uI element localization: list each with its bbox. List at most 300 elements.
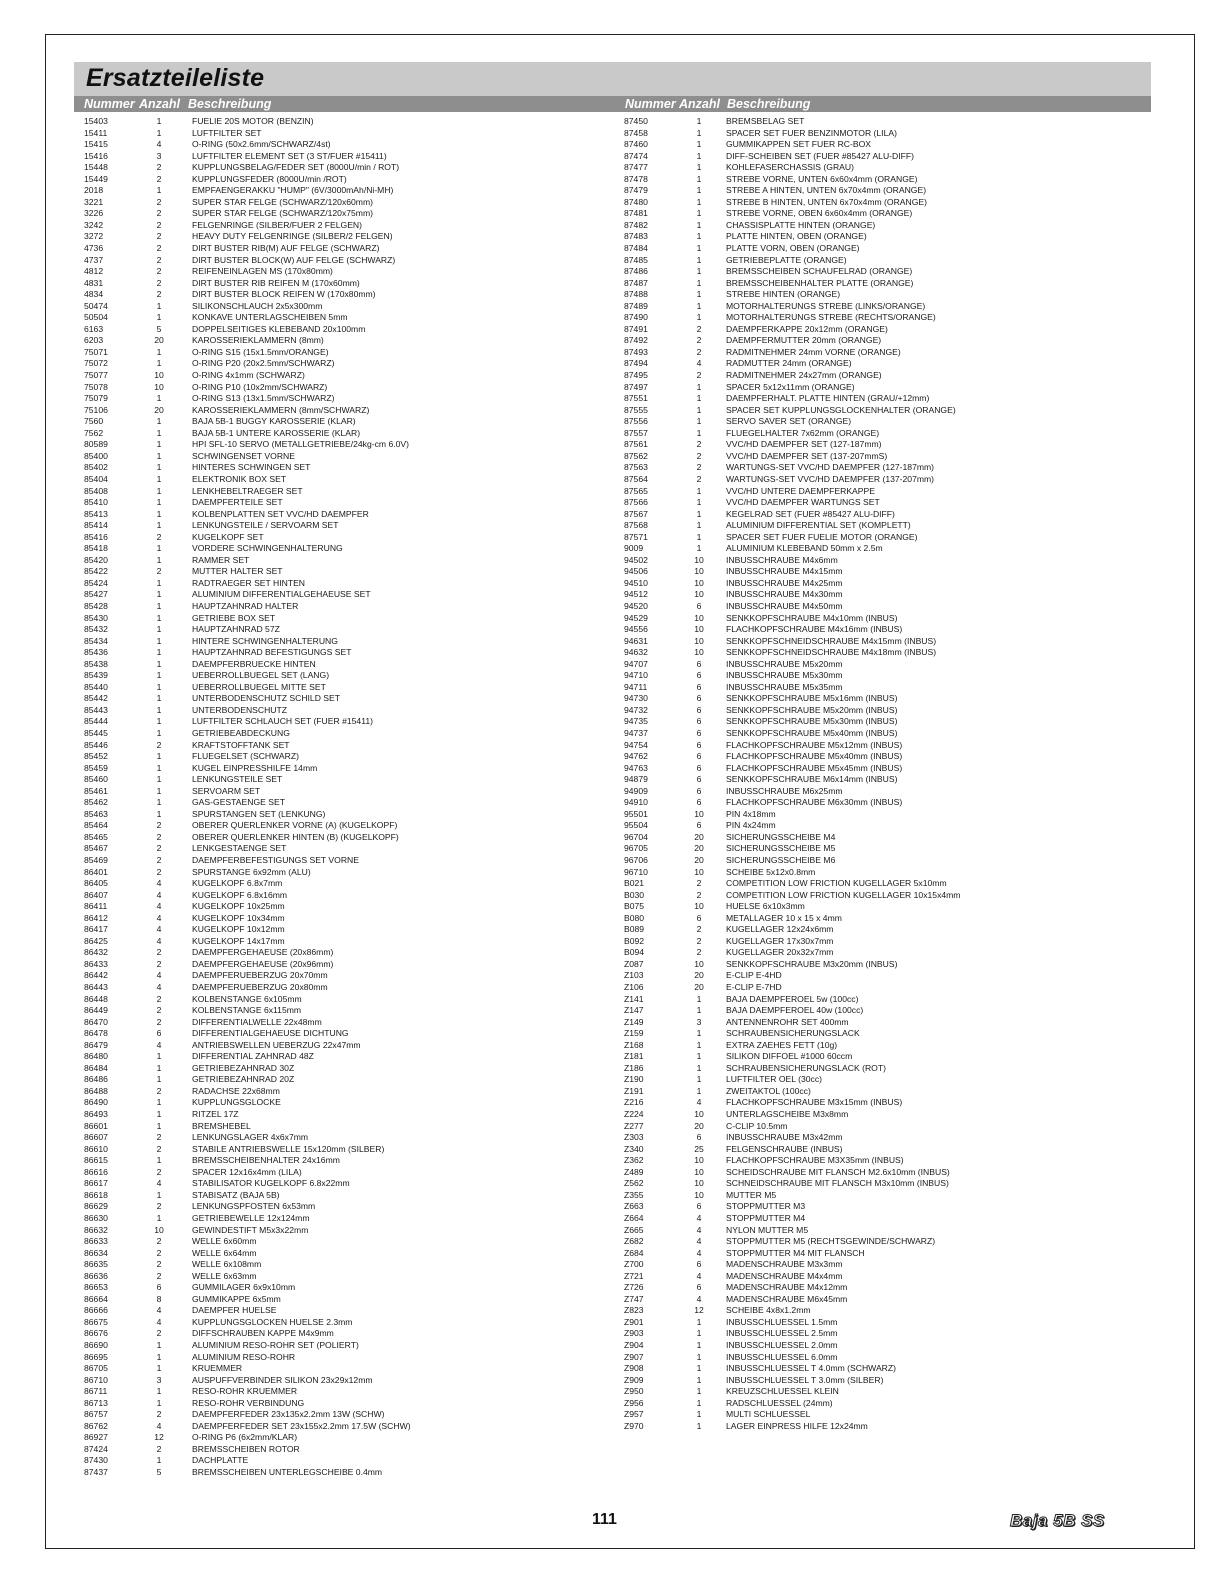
part-quantity: 6 [696, 1201, 702, 1212]
part-quantity: 1 [156, 751, 162, 762]
part-quantity: 1 [156, 1351, 162, 1362]
part-description: SPACER 5x12x11mm (ORANGE) [726, 381, 855, 392]
part-number: 87481 [624, 208, 648, 219]
part-row [624, 243, 1144, 255]
part-row [84, 416, 534, 428]
part-description: KUGELKOPF 10x25mm [192, 901, 285, 912]
part-number: 87493 [624, 346, 648, 357]
part-description: KAROSSERIEKLAMMERN (8mm/SCHWARZ) [192, 404, 370, 415]
part-row [84, 820, 534, 832]
part-quantity: 1 [696, 497, 702, 508]
part-quantity: 4 [156, 1420, 162, 1431]
part-number: 85408 [84, 485, 108, 496]
part-quantity: 2 [156, 1016, 162, 1027]
part-number: B094 [624, 947, 645, 958]
part-quantity: 4 [696, 1236, 702, 1247]
part-quantity: 2 [156, 1166, 162, 1177]
part-row [84, 1190, 534, 1202]
part-row [84, 1121, 534, 1133]
part-quantity: 4 [156, 1039, 162, 1050]
part-quantity: 1 [156, 116, 162, 126]
part-row [84, 786, 534, 798]
part-row [624, 763, 1144, 775]
part-number: 4831 [84, 277, 104, 288]
part-quantity: 2 [156, 173, 162, 184]
part-quantity: 6 [696, 704, 702, 715]
part-quantity: 1 [696, 127, 702, 138]
part-description: GETRIEBEZAHNRAD 20Z [192, 1074, 295, 1085]
left-header-quantity: Anzahl [139, 97, 180, 111]
part-quantity: 1 [696, 312, 702, 323]
part-quantity: 2 [696, 346, 702, 357]
part-number: 86695 [84, 1351, 108, 1362]
part-quantity: 5 [156, 323, 162, 334]
part-number: 86615 [84, 1155, 108, 1166]
part-quantity: 1 [156, 1062, 162, 1073]
part-number: 7562 [84, 427, 104, 438]
part-number: 4736 [84, 243, 104, 254]
part-quantity: 1 [696, 185, 702, 196]
part-quantity: 1 [696, 543, 702, 554]
part-quantity: 4 [696, 1247, 702, 1258]
part-quantity: 6 [696, 681, 702, 692]
part-description: RESO-ROHR KRUEMMER [192, 1386, 298, 1397]
part-description: KUGELKOPF 10x12mm [192, 924, 285, 935]
part-quantity: 10 [694, 866, 704, 877]
part-quantity: 6 [696, 1282, 702, 1293]
part-number: 85462 [84, 797, 108, 808]
part-quantity: 1 [696, 1339, 702, 1350]
part-description: BREMSHEBEL [192, 1120, 251, 1131]
part-quantity: 6 [696, 820, 702, 831]
part-number: 87488 [624, 289, 648, 300]
part-description: ALUMINIUM RESO-ROHR SET (POLIERT) [192, 1339, 359, 1350]
part-description: HINTERES SCHWINGEN SET [192, 462, 311, 473]
part-description: INBUSSCHRAUBE M6x25mm [726, 785, 843, 796]
part-row [84, 716, 534, 728]
part-quantity: 1 [696, 485, 702, 496]
part-row [84, 1155, 534, 1167]
part-row [84, 128, 534, 140]
part-description: GETRIEBEABDECKUNG [192, 727, 290, 738]
part-description: VVC/HD DAEMPFER SET (127-187mm) [726, 439, 882, 450]
part-quantity: 2 [156, 266, 162, 277]
part-quantity: 1 [156, 1189, 162, 1200]
part-number: 96705 [624, 843, 648, 854]
part-description: STABISATZ (BAJA 5B) [192, 1189, 280, 1200]
part-quantity: 1 [156, 497, 162, 508]
part-row [624, 1386, 1144, 1398]
part-row [624, 497, 1144, 509]
part-number: Z562 [624, 1178, 644, 1189]
part-quantity: 2 [156, 531, 162, 542]
part-number: 87485 [624, 254, 648, 265]
part-quantity: 2 [156, 243, 162, 254]
part-quantity: 1 [696, 1409, 702, 1420]
part-number: 85461 [84, 785, 108, 796]
part-description: SENKKOPFSCHNEIDSCHRAUBE M4x15mm (INBUS) [726, 635, 937, 646]
part-row [84, 174, 534, 186]
part-number: 86676 [84, 1328, 108, 1339]
part-row [84, 693, 534, 705]
part-row [624, 416, 1144, 428]
part-description: O-RING S15 (15x1.5mm/ORANGE) [192, 346, 329, 357]
part-number: Z684 [624, 1247, 644, 1258]
part-description: INBUSSCHRAUBE M4x25mm [726, 577, 843, 588]
part-quantity: 10 [694, 566, 704, 577]
part-quantity: 1 [156, 797, 162, 808]
part-description: MADENSCHRAUBE M4x12mm [726, 1282, 848, 1293]
part-row [84, 1317, 534, 1329]
part-quantity: 4 [156, 970, 162, 981]
part-description: GUMMIKAPPE 6x5mm [192, 1293, 281, 1304]
part-description: STREBE HINTEN (ORANGE) [726, 289, 841, 300]
part-row [84, 1051, 534, 1063]
part-row [84, 1178, 534, 1190]
part-number: 85424 [84, 577, 108, 588]
part-description: RITZEL 17Z [192, 1109, 239, 1120]
part-quantity: 1 [696, 243, 702, 254]
part-row [84, 509, 534, 521]
part-description: DIFFSCHRAUBEN KAPPE M4x9mm [192, 1328, 334, 1339]
part-description: RADMITNEHMER 24mm VORNE (ORANGE) [726, 346, 901, 357]
part-quantity: 2 [156, 162, 162, 173]
part-number: 94556 [624, 624, 648, 635]
part-row [84, 208, 534, 220]
part-number: 3226 [84, 208, 104, 219]
part-quantity: 4 [156, 1178, 162, 1189]
part-row [624, 774, 1144, 786]
part-quantity: 1 [156, 1212, 162, 1223]
part-quantity: 2 [696, 947, 702, 958]
part-description: GETRIEBE BOX SET [192, 612, 276, 623]
part-quantity: 1 [156, 1455, 162, 1466]
part-quantity: 1 [696, 531, 702, 542]
part-number: B030 [624, 889, 645, 900]
part-row [624, 474, 1144, 486]
part-description: STREBE A HINTEN, UNTEN 6x70x4mm (ORANGE) [726, 185, 927, 196]
part-description: VVC/HD DAEMPFER WARTUNGS SET [726, 497, 880, 508]
part-row [624, 1040, 1144, 1052]
part-quantity: 1 [156, 127, 162, 138]
part-description: EXTRA ZAEHES FETT (10g) [726, 1039, 838, 1050]
part-description: LAGER EINPRESS HILFE 12x24mm [726, 1420, 868, 1431]
part-description: LENKHEBELTRAEGER SET [192, 485, 303, 496]
part-row [624, 1097, 1144, 1109]
part-description: GAS-GESTAENGE SET [192, 797, 285, 808]
part-number: 87551 [624, 393, 648, 404]
part-quantity: 4 [696, 1097, 702, 1108]
part-number: 87486 [624, 266, 648, 277]
part-quantity: 6 [696, 716, 702, 727]
part-description: LENKUNGSLAGER 4x6x7mm [192, 1132, 309, 1143]
part-number: 86653 [84, 1282, 108, 1293]
part-quantity: 4 [156, 878, 162, 889]
part-quantity: 1 [156, 485, 162, 496]
part-quantity: 10 [694, 589, 704, 600]
part-number: Z303 [624, 1132, 644, 1143]
part-number: 87424 [84, 1443, 108, 1454]
part-row [624, 1282, 1144, 1294]
part-row [624, 809, 1144, 821]
part-row [84, 1028, 534, 1040]
part-row [84, 1328, 534, 1340]
part-row [624, 566, 1144, 578]
part-number: 85438 [84, 658, 108, 669]
part-row [624, 1398, 1144, 1410]
part-description: GETRIEBEZAHNRAD 30Z [192, 1062, 295, 1073]
part-row [624, 301, 1144, 313]
part-row [84, 1282, 534, 1294]
part-number: 85446 [84, 739, 108, 750]
part-number: 87497 [624, 381, 648, 392]
part-description: KUGEL EINPRESSHILFE 14mm [192, 762, 318, 773]
part-quantity: 6 [696, 1259, 702, 1270]
part-number: 85400 [84, 450, 108, 461]
part-description: SENKKOPFSCHNEIDSCHRAUBE M4x18mm (INBUS) [726, 647, 937, 658]
part-description: UNTERLAGSCHEIBE M3x8mm [726, 1109, 849, 1120]
part-quantity: 2 [156, 254, 162, 265]
part-quantity: 1 [156, 1397, 162, 1408]
part-number: 86480 [84, 1051, 108, 1062]
part-description: GUMMIKAPPEN SET FUER RC-BOX [726, 139, 871, 150]
part-number: 86493 [84, 1109, 108, 1120]
part-row [624, 358, 1144, 370]
part-number: 86479 [84, 1039, 108, 1050]
part-row [84, 1432, 534, 1444]
part-quantity: 4 [156, 889, 162, 900]
part-number: 7560 [84, 416, 104, 427]
part-description: O-RING (50x2.6mm/SCHWARZ/4st) [192, 139, 331, 150]
part-row [84, 959, 534, 971]
part-quantity: 1 [156, 1155, 162, 1166]
part-description: DAEMPFERFEDER 23x135x2.2mm 13W (SCHW) [192, 1409, 385, 1420]
part-number: 15448 [84, 162, 108, 173]
part-number: 6163 [84, 323, 104, 334]
part-number: Z970 [624, 1420, 644, 1431]
part-description: ZWEITAKTOL (100cc) [726, 1085, 811, 1096]
part-quantity: 1 [696, 1005, 702, 1016]
part-description: SERVOARM SET [192, 785, 261, 796]
part-description: STREBE VORNE, UNTEN 6x60x4mm (ORANGE) [726, 173, 918, 184]
part-row [624, 994, 1144, 1006]
part-description: DAEMPFERBEFESTIGUNGS SET VORNE [192, 855, 359, 865]
part-row [84, 636, 534, 648]
part-number: B089 [624, 924, 645, 935]
part-quantity: 4 [156, 1316, 162, 1327]
part-quantity: 1 [156, 681, 162, 692]
part-quantity: 1 [156, 508, 162, 519]
part-row [84, 151, 534, 163]
part-row [84, 1421, 534, 1433]
part-quantity: 2 [156, 196, 162, 207]
part-quantity: 1 [696, 150, 702, 161]
part-row [624, 428, 1144, 440]
part-quantity: 20 [694, 1120, 704, 1131]
part-number: 94512 [624, 589, 648, 600]
part-description: KOLBENSTANGE 6x105mm [192, 993, 302, 1004]
part-number: 87430 [84, 1455, 108, 1466]
part-quantity: 1 [696, 254, 702, 265]
part-description: GETRIEBEWELLE 12x124mm [192, 1212, 310, 1223]
part-description: DAEMPFER HUELSE [192, 1305, 277, 1316]
part-row [624, 716, 1144, 728]
part-quantity: 1 [696, 219, 702, 230]
part-row [624, 1086, 1144, 1098]
part-number: 87437 [84, 1466, 108, 1477]
part-number: Z663 [624, 1201, 644, 1212]
part-description: E-CLIP E-7HD [726, 982, 782, 993]
part-row [624, 1144, 1144, 1156]
part-description: STOPPMUTTER M4 MIT FLANSCH [726, 1247, 865, 1258]
part-number: 85434 [84, 635, 108, 646]
part-number: 87563 [624, 462, 648, 473]
part-description: BAJA DAEMPFEROEL 40w (100cc) [726, 1005, 864, 1016]
part-row [84, 347, 534, 359]
part-row [84, 809, 534, 821]
part-description: MUTTER M5 [726, 1189, 777, 1200]
part-quantity: 1 [696, 231, 702, 242]
part-number: Z362 [624, 1155, 644, 1166]
part-description: O-RING S13 (13x1.5mm/SCHWARZ) [192, 393, 335, 404]
part-number: 94879 [624, 774, 648, 785]
part-row [624, 185, 1144, 197]
part-description: FLACHKOPFSCHRAUBE M4x16mm (INBUS) [726, 624, 903, 635]
part-quantity: 2 [156, 1005, 162, 1016]
part-quantity: 1 [156, 554, 162, 565]
part-row [84, 659, 534, 671]
part-description: DAEMPFERTEILE SET [192, 497, 283, 508]
part-number: 86629 [84, 1201, 108, 1212]
part-description: UNTERBODENSCHUTZ [192, 704, 288, 715]
part-description: MOTORHALTERUNGS STREBE (RECHTS/ORANGE) [726, 312, 936, 323]
part-row [84, 867, 534, 879]
part-quantity: 2 [696, 473, 702, 484]
part-description: BREMSSCHEIBEN ROTOR [192, 1443, 300, 1454]
part-quantity: 1 [156, 439, 162, 450]
part-row [624, 1305, 1144, 1317]
part-row [624, 116, 1144, 128]
part-row [84, 936, 534, 948]
part-quantity: 2 [156, 855, 162, 865]
part-number: Z216 [624, 1097, 644, 1108]
part-description: PIN 4x24mm [726, 820, 776, 831]
part-description: O-RING 4x1mm (SCHWARZ) [192, 370, 305, 381]
part-row [624, 1051, 1144, 1063]
part-description: SPACER SET KUPPLUNGSGLOCKENHALTER (ORANGE) [726, 404, 956, 415]
part-quantity: 1 [156, 624, 162, 635]
part-quantity: 20 [694, 831, 704, 842]
part-description: KRUEMMER [192, 1363, 243, 1374]
part-description: DIRT BUSTER RIB REIFEN M (170x60mm) [192, 277, 360, 288]
part-quantity: 2 [696, 924, 702, 935]
part-number: 87492 [624, 335, 648, 346]
part-row [84, 1398, 534, 1410]
part-row [84, 1086, 534, 1098]
part-description: SPURSTANGE 6x92mm (ALU) [192, 866, 311, 877]
part-row [624, 728, 1144, 740]
part-quantity: 1 [156, 716, 162, 727]
part-description: KREUZSCHLUESSEL KLEIN [726, 1386, 839, 1397]
part-quantity: 3 [156, 150, 162, 161]
part-quantity: 4 [696, 1270, 702, 1281]
part-row [84, 532, 534, 544]
part-number: 85436 [84, 647, 108, 658]
part-number: 2018 [84, 185, 104, 196]
part-row [84, 1409, 534, 1421]
part-description: SENKKOPFSCHRAUBE M3x20mm (INBUS) [726, 958, 898, 969]
part-description: DIFFERENTIALGEHAEUSE DICHTUNG [192, 1028, 349, 1039]
part-number: 94754 [624, 739, 648, 750]
part-quantity: 2 [696, 462, 702, 473]
part-quantity: 10 [694, 1109, 704, 1120]
part-quantity: 2 [156, 1247, 162, 1258]
part-description: FLUEGELHALTER 7x62mm (ORANGE) [726, 427, 880, 438]
part-quantity: 1 [156, 600, 162, 611]
part-description: LUFTFILTER SCHLAUCH SET (FUER #15411) [192, 716, 373, 727]
part-description: KUGELKOPF SET [192, 531, 264, 542]
part-row [624, 1109, 1144, 1121]
part-number: 86690 [84, 1339, 108, 1350]
part-number: Z907 [624, 1351, 644, 1362]
part-quantity: 2 [156, 1201, 162, 1212]
part-row [624, 370, 1144, 382]
part-description: INBUSSCHRAUBE M4x30mm [726, 589, 843, 600]
part-number: 94909 [624, 785, 648, 796]
part-description: FLACHKOPFSCHRAUBE M6x30mm (INBUS) [726, 797, 903, 808]
part-row [624, 462, 1144, 474]
part-row [624, 913, 1144, 925]
part-number: 87494 [624, 358, 648, 369]
part-number: 85402 [84, 462, 108, 473]
part-quantity: 6 [696, 670, 702, 681]
part-row [84, 1386, 534, 1398]
part-number: 85410 [84, 497, 108, 508]
part-quantity: 1 [156, 577, 162, 588]
part-quantity: 1 [696, 1074, 702, 1085]
part-number: 9009 [624, 543, 644, 554]
part-number: 86757 [84, 1409, 108, 1420]
part-row [624, 1213, 1144, 1225]
part-row [624, 1201, 1144, 1213]
part-description: MADENSCHRAUBE M3x3mm [726, 1259, 843, 1270]
part-quantity: 10 [694, 554, 704, 565]
part-number: 85420 [84, 554, 108, 565]
part-quantity: 6 [696, 739, 702, 750]
part-number: Z181 [624, 1051, 644, 1062]
part-quantity: 1 [156, 450, 162, 461]
part-row [84, 1225, 534, 1237]
part-description: DAEMPFERBRUECKE HINTEN [192, 658, 316, 669]
part-number: 94710 [624, 670, 648, 681]
part-number: Z908 [624, 1363, 644, 1374]
part-number: 15449 [84, 173, 108, 184]
part-quantity: 1 [156, 520, 162, 531]
part-row [624, 1340, 1144, 1352]
part-description: HPI SFL-10 SERVO (METALLGETRIEBE/24kg-cm 6.0V) [192, 439, 409, 450]
part-description: VVC/HD DAEMPFER SET (137-207mmS) [726, 450, 888, 461]
part-quantity: 1 [156, 462, 162, 473]
part-row [624, 959, 1144, 971]
part-description: LENKUNGSTEILE / SERVOARM SET [192, 520, 339, 531]
part-row [84, 982, 534, 994]
part-quantity: 4 [156, 1305, 162, 1316]
part-description: INBUSSCHRAUBE M5x35mm [726, 681, 843, 692]
part-description: KAROSSERIEKLAMMERN (8mm) [192, 335, 324, 346]
part-description: FLACHKOPFSCHRAUBE M5x45mm (INBUS) [726, 762, 903, 773]
part-description: MUTTER HALTER SET [192, 566, 283, 577]
part-description: REIFENEINLAGEN MS (170x80mm) [192, 266, 333, 277]
